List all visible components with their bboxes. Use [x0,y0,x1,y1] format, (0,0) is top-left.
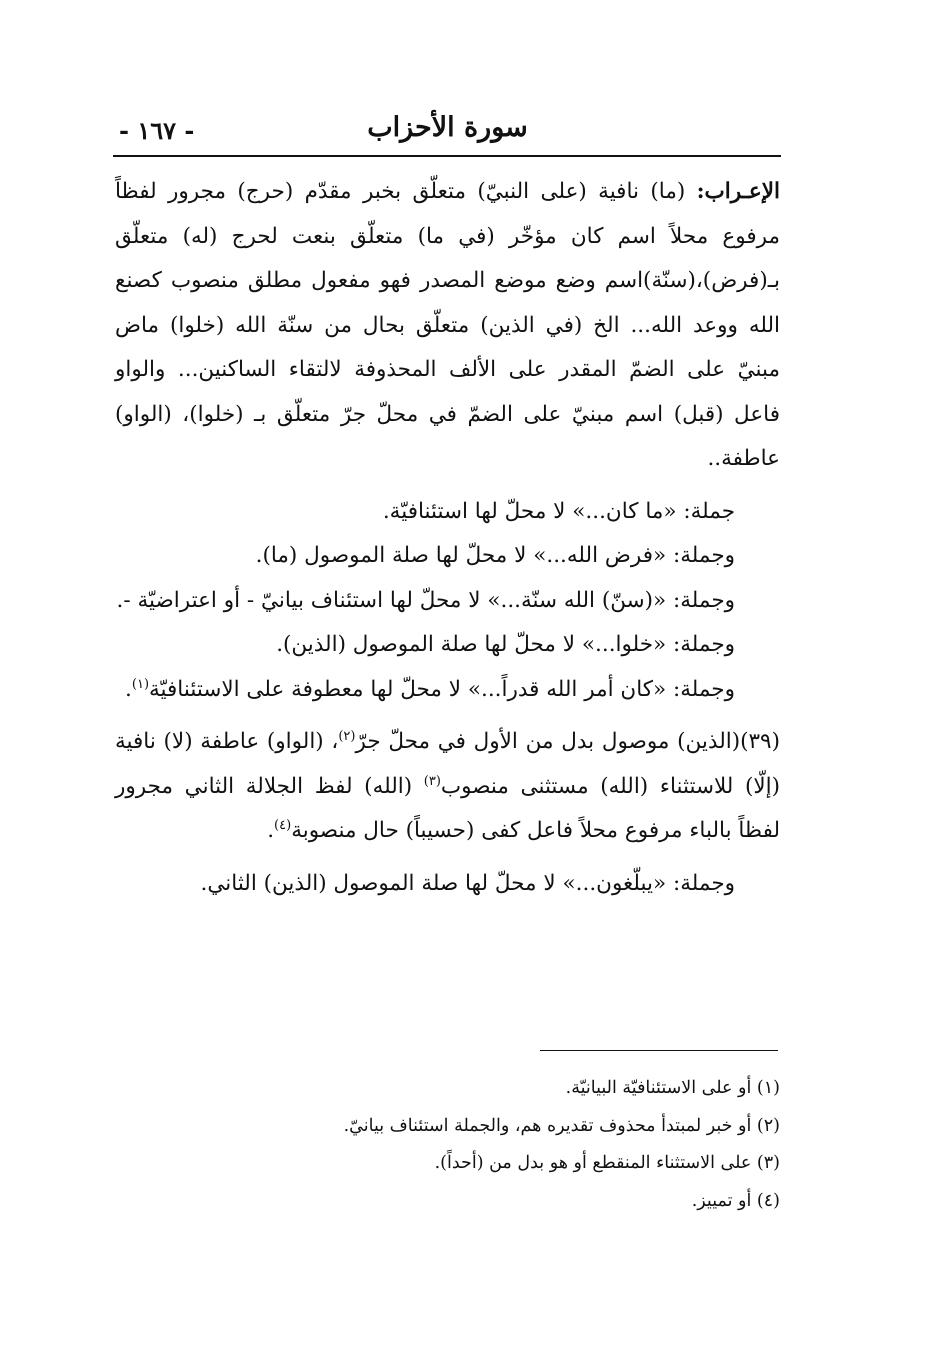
footnote-ref-3: (٣) [423,773,441,789]
verse-39-part-1: (٣٩)(الذين) موصول بدل من الأول في محلّ جرّ [355,729,780,754]
header-divider [113,155,781,157]
irab-label: الإعـراب: [696,179,781,204]
irab-paragraph [115,170,780,482]
footnotes [115,1070,780,1220]
surah-title: سورة الأحزاب [367,112,528,143]
footnote-3: (٣) على الاستثناء المنقطع أو هو بدل من (أحداً). [434,1153,780,1173]
page-header [115,108,780,152]
footnote-1: (١) أو على الاستئنافيّة البيانيّة. [565,1078,780,1098]
main-text [115,170,780,906]
footnote-ref-4: (٤) [274,817,292,833]
footnote-2: (٢) أو خبر لمبتدأ محذوف تقديره هم، والجملة استئناف بيانيّ. [343,1115,780,1136]
sentence-3: وجملة: «(سنّ) الله سنّة...» لا محلّ لها استئناف بيانيّ - أو اعتراضيّة -. [116,587,735,613]
verse-39-part-4: . [267,818,275,843]
footnote-ref-1: (١) [131,676,150,692]
irab-text: (ما) نافية (على النبيّ) متعلّق بخبر مقدّم (حرج) مجرور لفظاً مرفوع محلاً اسم كان مؤخّر (في ما) متعلّق بنعت لحرج (له) متعلّق بـ(فرض)،(سنّة)اسم وضع موضع المصدر فهو مفعول مطلق منصوب كصنع الله ووعد الله... الخ (في الذين) متعلّق بحال من سنّة الله (خلوا) ماض مبنيّ على الضمّ المقدر على الألف المحذوفة لالتقاء الساكنين... والواو فاعل (قبل) اسم مبنيّ على الضمّ في محلّ جرّ متعلّق بـ (خلوا)، (الواو) عاطفة.. [115,179,780,471]
sentence-2: وجملة: «فرض الله...» لا محلّ لها صلة الموصول (ما). [255,543,735,568]
sentence-5 [115,668,780,713]
sentence-5-end: . [125,676,132,702]
sentence-5-text: وجملة: «كان أمر الله قدراً...» لا محلّ لها معطوفة على الاستئنافيّة [149,676,735,702]
sentence-6: وجملة: «يبلّغون...» لا محلّ لها صلة الموصول (الذين) الثاني. [200,870,735,896]
footnote-4: (٤) أو تمييز. [691,1190,780,1211]
sentence-4: وجملة: «خلوا...» لا محلّ لها صلة الموصول (الذين). [276,632,735,657]
sentence-1: جملة: «ما كان...» لا محلّ لها استئنافيّة. [382,498,735,524]
footnote-ref-2: (٢) [338,728,356,744]
footnote-divider [540,1050,778,1051]
verse-39-paragraph [115,720,780,854]
verse-39-part-2: ، (الواو) عاطفة (لا) نافية (إلّا) للاستثناء (الله) مستثنى منصوب [115,729,781,799]
page-number: - ١٦٧ - [119,116,195,145]
verse-39-part-3: (الله) لفظ الجلالة الثاني مجرور لفظاً بالباء مرفوع محلاً فاعل كفى (حسيباً) حال منصوبة [115,773,780,843]
